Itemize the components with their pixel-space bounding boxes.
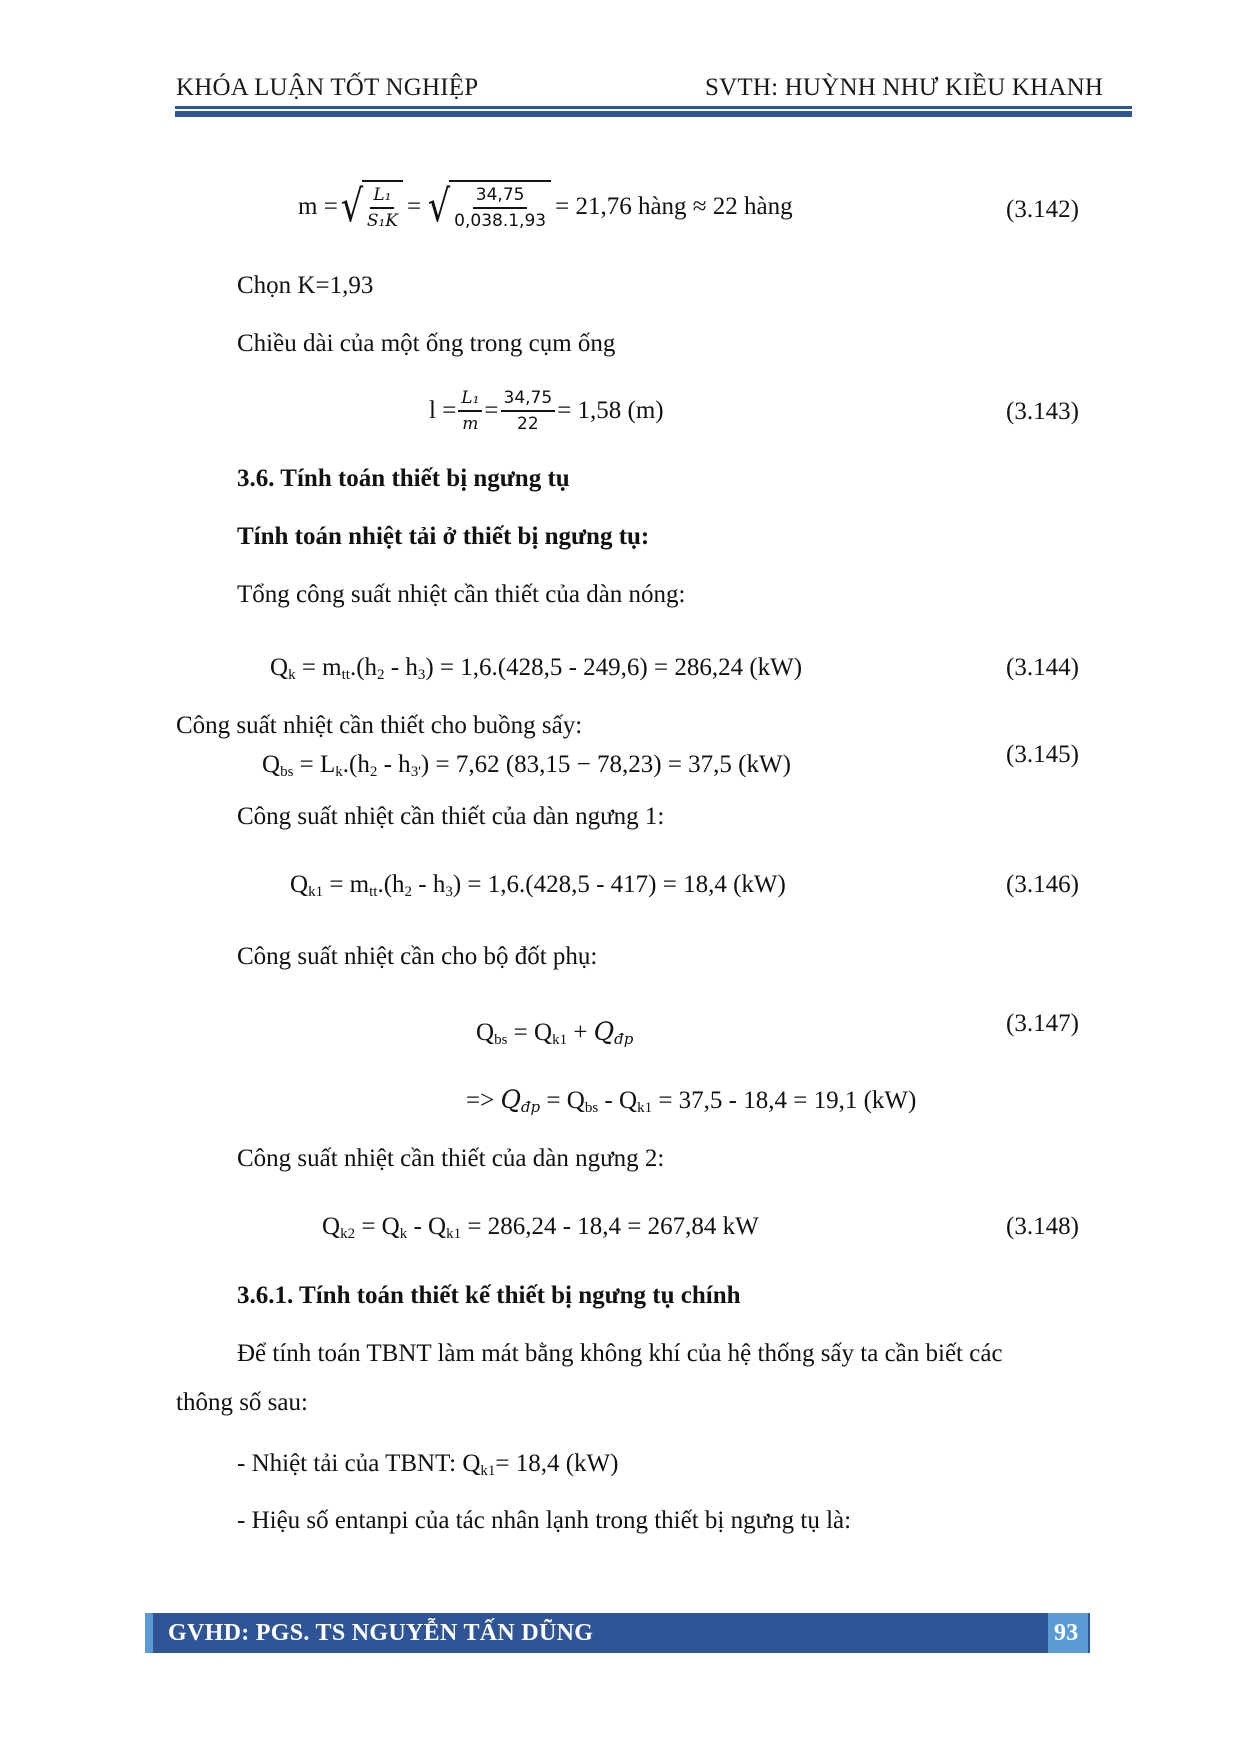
eq-part: .(h [377,871,405,898]
eq-part: = 37,5 - 18,4 = 19,1 (kW) [652,1087,917,1114]
eq-part: - Q [598,1087,638,1114]
frac-numerator: 34,75 [501,388,556,412]
eq-part: .(h [349,654,378,681]
header-left-title: KHÓA LUẬN TỐT NGHIỆP [176,74,479,101]
eq-part: ) = 1,6.(428,5 - 249,6) = 286,24 (kW) [425,654,803,681]
page-number: 93 [1054,1620,1079,1646]
equation-3-145 [262,751,791,781]
eq-subscript: k1 [446,1226,462,1242]
eq-part: - h [384,654,418,681]
eq-part: .(h [342,751,370,778]
footer-accent [145,1613,153,1653]
eq-symbol: Q [322,1213,341,1240]
equation-number: (3.146) [1006,871,1079,898]
paragraph: Chọn K=1,93 [237,272,374,299]
eq-subscript: 3' [410,764,421,780]
eq-part: = m [323,871,370,898]
eq-symbol: Q [593,1017,615,1046]
equation-number: (3.142) [1006,196,1079,223]
eq-subscript: tt [341,667,350,683]
eq-subscript: 3 [445,884,453,900]
eq-part: = 286,24 - 18,4 = 267,84 kW [461,1213,759,1240]
frac-denominator: m [462,414,479,434]
eq-subscript: đp [614,1030,634,1048]
equation-number: (3.148) [1006,1213,1079,1240]
frac-denominator: S₁K [366,211,399,231]
eq-subscript: k [288,667,296,683]
paragraph: Công suất nhiệt cần thiết cho buồng sấy: [176,712,583,739]
paragraph: Để tính toán TBNT làm mát bằng không khí của hệ thống sấy ta cần biết các [237,1340,1003,1367]
frac-numerator: L₁ [458,388,482,412]
eq-subscript: bs [584,1100,599,1116]
radical-icon: √ [427,181,451,232]
eq-part: - Q [407,1213,447,1240]
equation-number: (3.144) [1006,654,1079,681]
equation-3-148 [322,1213,759,1243]
eq-subscript: k2 [340,1226,356,1242]
eq-part: ) = 1,6.(428,5 - 417) = 18,4 (kW) [452,871,786,898]
eq-result: = 21,76 hàng ≈ 22 hàng [555,193,793,220]
paragraph: Chiều dài của một ống trong cụm ống [237,330,616,357]
radical-icon: √ [340,181,364,232]
eq-subscript: 2 [377,667,385,683]
bullet-item: - Hiệu số entanpi của tác nhân lạnh trong thiết bị ngưng tụ là: [237,1507,852,1534]
eq-lhs: l = [429,397,457,424]
eq-symbol: Q [262,751,281,778]
bullet-item [237,1450,618,1480]
eq-symbol: Q [476,1019,495,1046]
equation-3-144 [270,654,802,684]
eq-subscript: 3 [417,667,426,683]
section-heading: 3.6.1. Tính toán thiết kế thiết bị ngưng tụ chính [237,1282,741,1309]
header-right-student: SVTH: HUỲNH NHƯ KIỀU KHANH [705,74,1104,101]
eq-subscript: đp [520,1098,541,1116]
eq-subscript: k1 [480,1463,496,1479]
eq-subscript: k1 [637,1100,653,1116]
section-heading: 3.6. Tính toán thiết bị ngưng tụ [237,465,570,492]
eq-part: ) = 7,62 (83,15 − 78,23) = 37,5 (kW) [420,751,791,778]
sqrt-1 [338,180,403,234]
eq-part: = Q [355,1213,400,1240]
eq-subscript: bs [280,764,294,780]
eq-subscript: k [399,1226,408,1242]
equation-number: (3.145) [1006,741,1079,768]
equation-3-146 [290,871,786,901]
eq-symbol: Q [290,871,309,898]
eq-part: - h [377,751,411,778]
equation-3-143 [429,388,664,434]
eq-subscript: k1 [552,1032,568,1048]
equation-3-147b [466,1085,916,1117]
paragraph: Tổng công suất nhiệt cần thiết của dàn nóng: [237,581,686,608]
eq-subscript: bs [494,1032,508,1048]
eq-equals: = [484,397,499,424]
frac-numerator: 34,75 [473,185,528,209]
equation-3-142 [298,180,793,234]
eq-part: - h [412,871,446,898]
equation-number: (3.143) [1006,398,1079,425]
eq-equals: = [407,193,422,220]
equation-number: (3.147) [1006,1010,1079,1037]
frac-denominator: 0,038.1,93 [454,211,547,231]
footer-advisor: GVHD: PGS. TS NGUYỄN TẤN DŨNG [168,1620,594,1646]
eq-result: = 1,58 (m) [557,397,664,424]
frac-denominator: 22 [517,414,539,434]
eq-lhs: m = [298,193,338,220]
header-rule-thin [175,106,1132,109]
eq-subscript: tt [369,884,378,900]
sqrt-2 [425,180,551,234]
bullet-text: = 18,4 (kW) [495,1450,619,1477]
frac-numerator: L₁ [370,185,394,209]
eq-subscript: 2 [404,884,413,900]
equation-3-147 [476,1017,633,1049]
paragraph: Công suất nhiệt cần cho bộ đốt phụ: [237,943,598,970]
bullet-text: - Nhiệt tải của TBNT: Q [237,1450,481,1477]
eq-subscript: k1 [308,884,324,900]
eq-part: = m [295,654,342,681]
paragraph: Công suất nhiệt cần thiết của dàn ngưng 2: [237,1145,665,1172]
eq-symbol: Q [500,1085,521,1114]
eq-subscript: k [335,764,343,780]
eq-part: = Q [540,1087,585,1114]
eq-part: = Q [507,1019,553,1046]
paragraph: Công suất nhiệt cần thiết của dàn ngưng 1: [237,803,665,830]
header-rule-thick [175,111,1132,117]
eq-part: = L [293,751,336,778]
eq-subscript: 2 [369,764,378,780]
eq-part: => [466,1087,501,1114]
eq-symbol: Q [270,654,289,681]
eq-part: + [567,1019,594,1046]
paragraph: thông số sau: [176,1389,308,1416]
subheading: Tính toán nhiệt tải ở thiết bị ngưng tụ: [237,523,650,550]
